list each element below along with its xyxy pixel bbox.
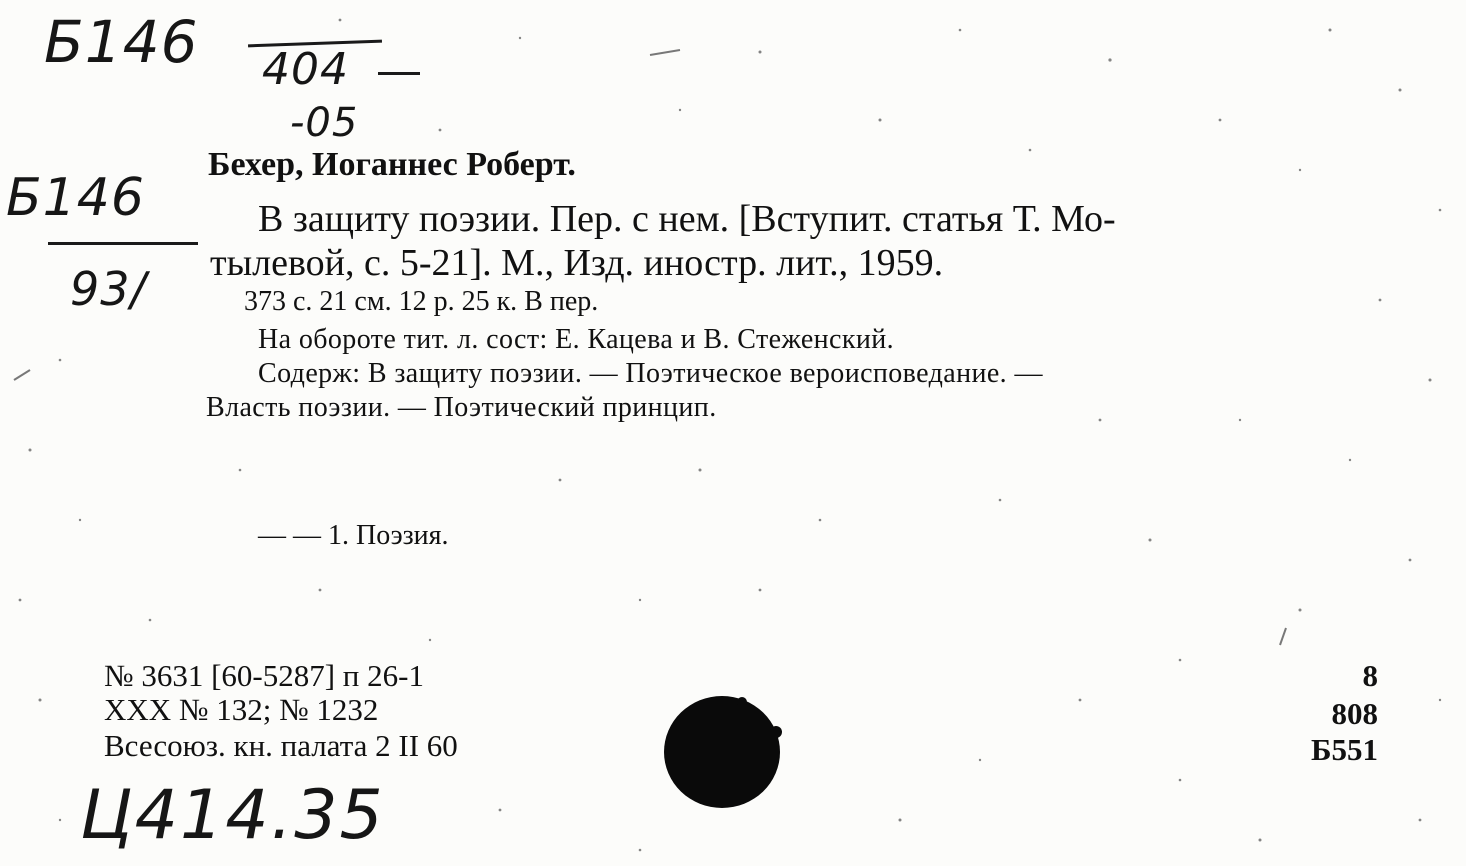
subject-heading: — — 1. Поэзия. — [258, 520, 449, 551]
classification-index-1: 8 — [1362, 658, 1378, 693]
handwritten-left-code-number: 93/ — [70, 262, 148, 316]
contents-line-1: Содерж: В защиту поэзии. — Поэтическое вероисповедание. — — [258, 358, 1043, 389]
handwritten-fraction-suffix: -05 — [290, 100, 359, 146]
classification-index-2: 808 — [1331, 696, 1378, 731]
handwritten-shelf-code-left: Б146 — [6, 168, 145, 228]
compilers-note: На обороте тит. л. сост: Е. Кацева и В. Стеженский. — [258, 324, 895, 355]
footer-reference-line: XXX № 132; № 1232 — [104, 692, 379, 727]
handwritten-fraction-number: 404 — [262, 44, 349, 95]
left-code-rule — [48, 242, 198, 245]
fraction-tail-dash — [378, 72, 420, 75]
author-heading: Бехер, Иоганнес Роберт. — [208, 146, 576, 183]
contents-line-2: Власть поэзии. — Поэтический принцип. — [206, 392, 717, 423]
footer-registration-line: № 3631 [60-5287] п 26-1 — [104, 658, 424, 693]
footer-chamber-line: Всесоюз. кн. палата 2 II 60 — [104, 728, 458, 763]
classification-author-mark: Б551 — [1311, 732, 1378, 767]
title-line-1: В защиту поэзии. Пер. с нем. [Вступит. статья Т. Мо- — [258, 198, 1116, 240]
physical-description: 373 с. 21 см. 12 р. 25 к. В пер. — [244, 286, 599, 317]
handwritten-inventory-number: Ц414.35 — [80, 776, 385, 855]
title-line-2: тылевой, с. 5-21]. М., Изд. иностр. лит., 1959. — [210, 242, 944, 284]
handwritten-shelf-code-top: Б146 — [44, 8, 199, 76]
ink-blot — [664, 696, 780, 808]
